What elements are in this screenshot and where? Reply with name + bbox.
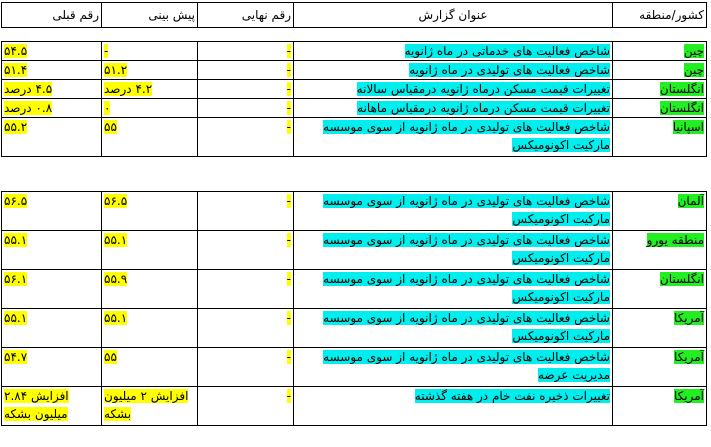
table-row — [2, 270, 707, 309]
country-cell: آمریکا — [673, 350, 704, 364]
header-actual: رقم نهایی — [198, 3, 294, 28]
country-cell: آمریکا — [673, 311, 704, 325]
actual-value-cell: - — [286, 194, 291, 208]
country-cell: انگلستان — [659, 101, 704, 115]
report-title-cell: شاخص فعالیت های تولیدی در ماه ژانویه از سوی موسسه مارکیت اکونومیکس — [323, 233, 610, 265]
table-row — [2, 42, 707, 61]
country-cell: انگلستان — [659, 82, 704, 96]
header-forecast: پیش بینی — [102, 3, 198, 28]
table-row — [2, 61, 707, 80]
country-cell: منطقه یورو — [646, 233, 704, 247]
previous-value-cell: ۵۵.۲ — [4, 120, 28, 134]
country-cell: اسپانیا — [672, 120, 704, 134]
table-row — [2, 231, 707, 270]
actual-value-cell: - — [286, 350, 291, 364]
report-title-cell: شاخص فعالیت های تولیدی در ماه ژانویه — [409, 63, 610, 77]
forecast-value-cell: ۵۵.۱ — [104, 233, 128, 247]
previous-value-cell: ۵۴.۵ — [4, 44, 28, 58]
country-cell: انگلستان — [659, 272, 704, 286]
country-cell: چین — [683, 63, 704, 77]
report-title-cell: شاخص فعالیت های تولیدی در ماه ژانویه از سوی موسسه مارکیت اکونومیکس — [323, 272, 610, 304]
forecast-value-cell: افزایش ۲ میلیون بشکه — [104, 389, 189, 421]
forecast-value-cell: ۵۵.۱ — [104, 311, 128, 325]
previous-value-cell: افزایش ۲.۸۴ میلیون بشکه — [4, 389, 69, 421]
table-row — [2, 99, 707, 118]
forecast-value-cell: ۰ — [104, 101, 111, 115]
table-row — [2, 80, 707, 99]
report-title-cell: شاخص فعالیت های تولیدی در ماه ژانویه از سوی موسسه مدیریت عرضه — [323, 350, 610, 382]
actual-value-cell: - — [286, 311, 291, 325]
actual-value-cell: - — [286, 272, 291, 286]
previous-value-cell: ۴.۵ درصد — [4, 82, 53, 96]
header-table — [1, 2, 707, 28]
actual-value-cell: - — [286, 44, 291, 58]
country-cell: آمریکا — [673, 389, 704, 403]
forecast-value-cell: ۵۱.۲ — [104, 63, 128, 77]
previous-value-cell: ۵۴.۷ — [4, 350, 28, 364]
country-cell: آلمان — [677, 194, 704, 208]
report-table-section-1 — [1, 41, 707, 157]
actual-value-cell: - — [286, 120, 291, 134]
forecast-value-cell: ۵۶.۵ — [104, 194, 128, 208]
header-country: کشور/منطقه — [613, 3, 707, 28]
previous-value-cell: ۵۶.۵ — [4, 194, 28, 208]
report-title-cell: تغییرات قیمت مسکن درماه ژانویه درمقیاس سالانه — [356, 82, 610, 96]
actual-value-cell: - — [286, 233, 291, 247]
previous-value-cell: ۵۵.۱ — [4, 311, 28, 325]
forecast-value-cell: - — [104, 44, 109, 58]
actual-value-cell: - — [286, 63, 291, 77]
previous-value-cell: ۵۶.۱ — [4, 272, 28, 286]
previous-value-cell: ۵۱.۴ — [4, 63, 28, 77]
forecast-value-cell: ۵۵.۹ — [104, 272, 128, 286]
table-row — [2, 309, 707, 348]
actual-value-cell: - — [286, 101, 291, 115]
actual-value-cell: - — [286, 389, 291, 403]
forecast-value-cell: ۵۵ — [104, 120, 117, 134]
table-row — [2, 192, 707, 231]
report-table-section-2 — [1, 191, 707, 426]
table-row — [2, 348, 707, 387]
report-title-cell: تغییرات ذخیره نفت خام در هفته گذشته — [414, 389, 610, 403]
forecast-value-cell: ۴.۲ درصد — [104, 82, 153, 96]
forecast-value-cell: ۵۵ — [104, 350, 117, 364]
report-title-cell: شاخص فعالیت های تولیدی در ماه ژانویه از سوی موسسه مارکیت اکونومیکس — [323, 311, 610, 343]
report-title-cell: تغییرات قیمت مسکن درماه ژانویه درمقیاس ماهانه — [357, 101, 610, 115]
header-row — [2, 3, 707, 28]
report-title-cell: شاخص فعالیت های تولیدی در ماه ژانویه از سوی موسسه مارکیت اکونومیکس — [323, 120, 610, 152]
report-title-cell: شاخص فعالیت های خدماتی در ماه ژانویه — [404, 44, 610, 58]
previous-value-cell: ۵۵.۱ — [4, 233, 28, 247]
table-row — [2, 118, 707, 157]
header-report-title: عنوان گزارش — [294, 3, 613, 28]
header-previous: رقم قبلی — [2, 3, 102, 28]
country-cell: چین — [683, 44, 704, 58]
actual-value-cell: - — [286, 82, 291, 96]
table-row — [2, 387, 707, 426]
previous-value-cell: ۰.۸ درصد — [4, 101, 53, 115]
report-title-cell: شاخص فعالیت های تولیدی در ماه ژانویه از سوی موسسه مارکیت اکونومیکس — [323, 194, 610, 226]
